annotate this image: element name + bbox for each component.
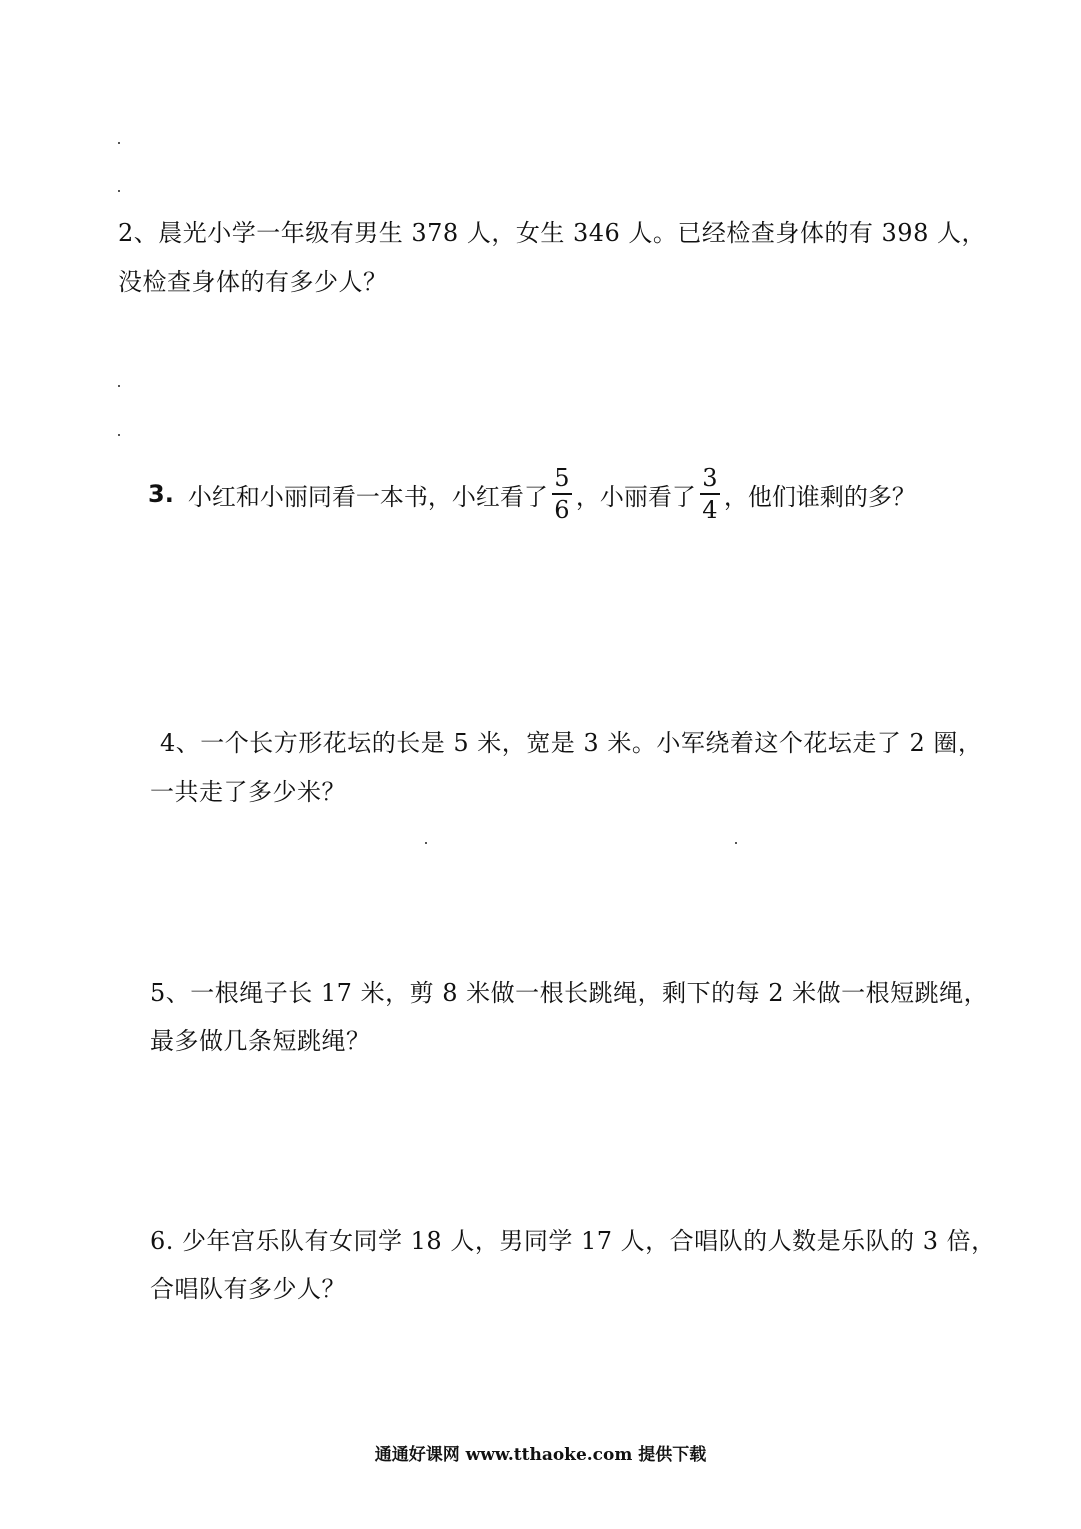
question-3-text-a: 小红和小丽同看一本书，小红看了: [187, 482, 548, 511]
scan-speck: [118, 142, 120, 144]
footer-source-text: 通通好课网 www.tthaoke.com 提供下载: [374, 1445, 707, 1465]
scan-speck: [118, 190, 120, 192]
scan-speck: [118, 385, 120, 387]
fraction-bar: [552, 493, 572, 495]
scan-speck: [735, 842, 737, 844]
fraction-three-quarters: [700, 465, 720, 523]
question-5-line-2: 最多做几条短跳绳？: [150, 1027, 371, 1055]
scan-speck: [118, 434, 120, 436]
fraction-numerator: 3: [702, 464, 718, 492]
question-6-line-2: 合唱队有多少人？: [150, 1275, 346, 1303]
fraction-denominator: 6: [554, 496, 570, 524]
fraction-bar: [700, 493, 720, 495]
question-4-line-2: 一共走了多少米？: [150, 778, 346, 806]
question-2-line-2: 没检查身体的有多少人？: [118, 268, 388, 296]
question-3-text-c: ，他们谁剩的多？: [723, 482, 916, 511]
question-5-line-1: 5、一根绳子长 17 米，剪 8 米做一根长跳绳，剩下的每 2 米做一根短跳绳，: [150, 979, 989, 1007]
fraction-denominator: 4: [702, 496, 718, 524]
question-4-line-1: 4、一个长方形花坛的长是 5 米，宽是 3 米。小军绕着这个花坛走了 2 圈，: [160, 729, 983, 757]
scan-speck: [425, 842, 427, 844]
question-3-number: 3.: [148, 480, 174, 508]
question-3-text-b: ，小丽看了: [575, 482, 696, 511]
fraction-numerator: 5: [554, 464, 570, 492]
fraction-five-sixths: [552, 465, 572, 523]
question-6-line-1: 6. 少年宫乐队有女同学 18 人，男同学 17 人，合唱队的人数是乐队的 3 倍，: [150, 1227, 996, 1255]
question-2-line-1: 2、晨光小学一年级有男生 378 人，女生 346 人。已经检查身体的有 398 人，: [118, 219, 986, 247]
question-3: [148, 462, 916, 526]
